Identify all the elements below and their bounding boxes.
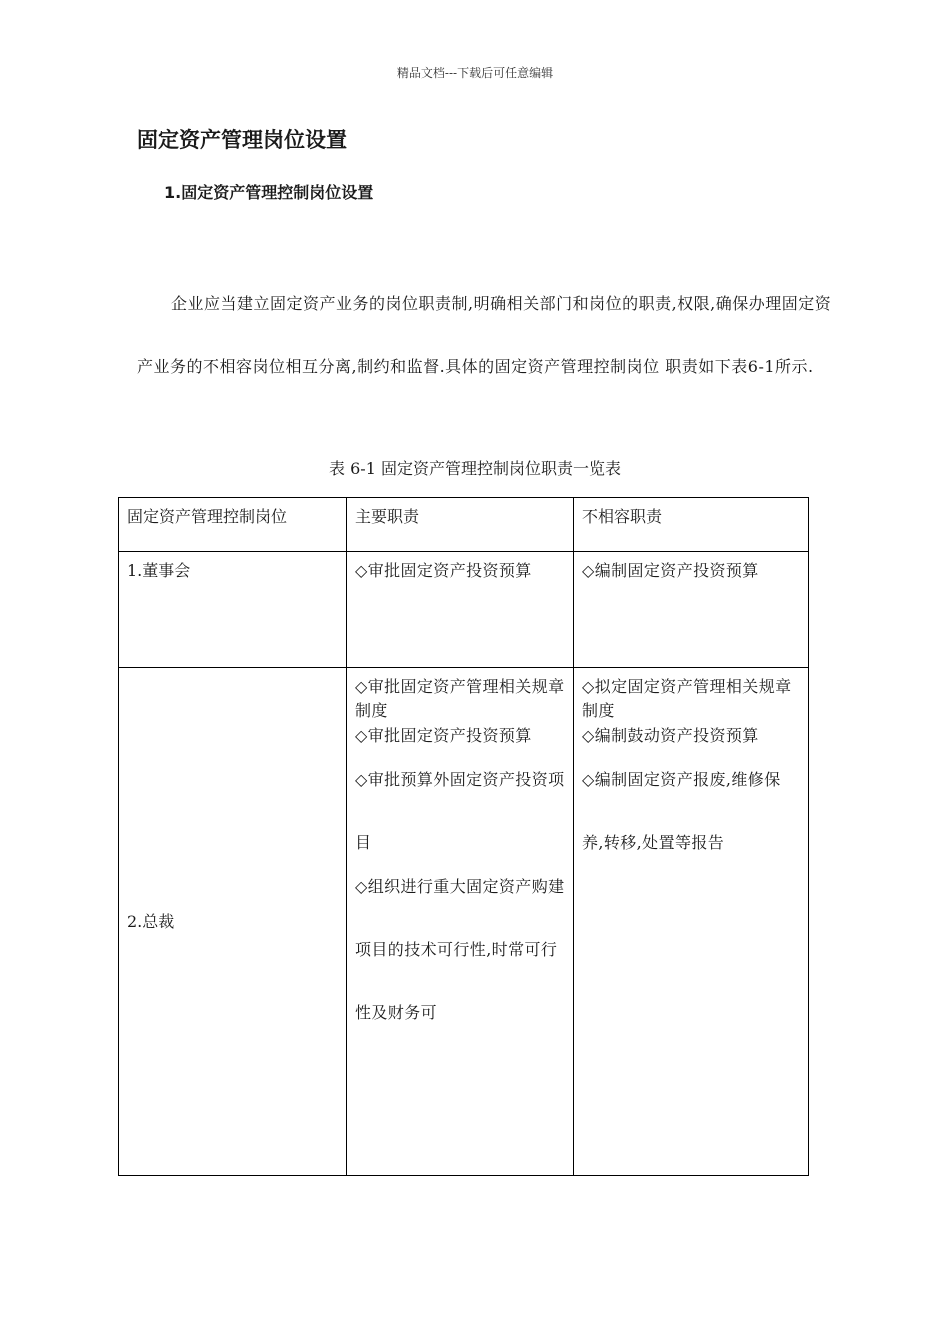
duty-item: ◇编制固定资产投资预算	[582, 561, 759, 580]
page-header: 精品文档---下载后可任意编辑	[396, 66, 554, 80]
header-cell-position: 固定资产管理控制岗位	[119, 498, 347, 552]
incompatible-duties-cell	[574, 668, 809, 1176]
table-header-row	[119, 498, 809, 552]
main-duties-cell	[347, 552, 574, 668]
duty-table	[118, 497, 809, 1176]
header-cell-main-duties: 主要职责	[347, 498, 574, 552]
header-cell-incompatible-duties: 不相容职责	[574, 498, 809, 552]
incompatible-duties-cell	[574, 552, 809, 668]
table-row	[119, 552, 809, 668]
table-row	[119, 668, 809, 1176]
duty-item: ◇拟定固定资产管理相关规章制度	[582, 677, 792, 720]
body-paragraph: 企业应当建立固定资产业务的岗位职责制,明确相关部门和岗位的职责,权限,确保办理固定资产业务的不相容岗位相互分离,制约和监督.具体的固定资产管理控制岗位 职责如下表6-1所示.	[137, 294, 832, 376]
duty-item: ◇编制鼓动资产投资预算	[582, 726, 759, 745]
position-cell: 1.董事会	[119, 552, 347, 668]
section-heading: 1.固定资产管理控制岗位设置	[164, 183, 374, 202]
position-cell: 2.总裁	[119, 668, 347, 1176]
table-caption: 表 6-1 固定资产管理控制岗位职责一览表	[329, 459, 621, 478]
duty-item: ◇审批固定资产投资预算	[355, 561, 532, 580]
document-title: 固定资产管理岗位设置	[137, 128, 347, 152]
duty-item: ◇审批固定资产投资预算	[355, 726, 532, 745]
main-duties-cell	[347, 668, 574, 1176]
duty-item: ◇编制固定资产报废,维修保养,转移,处置等报告	[582, 770, 781, 852]
duty-item: ◇组织进行重大固定资产购建项目的技术可行性,时常可行性及财务可	[355, 877, 565, 1022]
duty-item: ◇审批固定资产管理相关规章制度	[355, 677, 565, 720]
duty-item: ◇审批预算外固定资产投资项目	[355, 770, 565, 852]
